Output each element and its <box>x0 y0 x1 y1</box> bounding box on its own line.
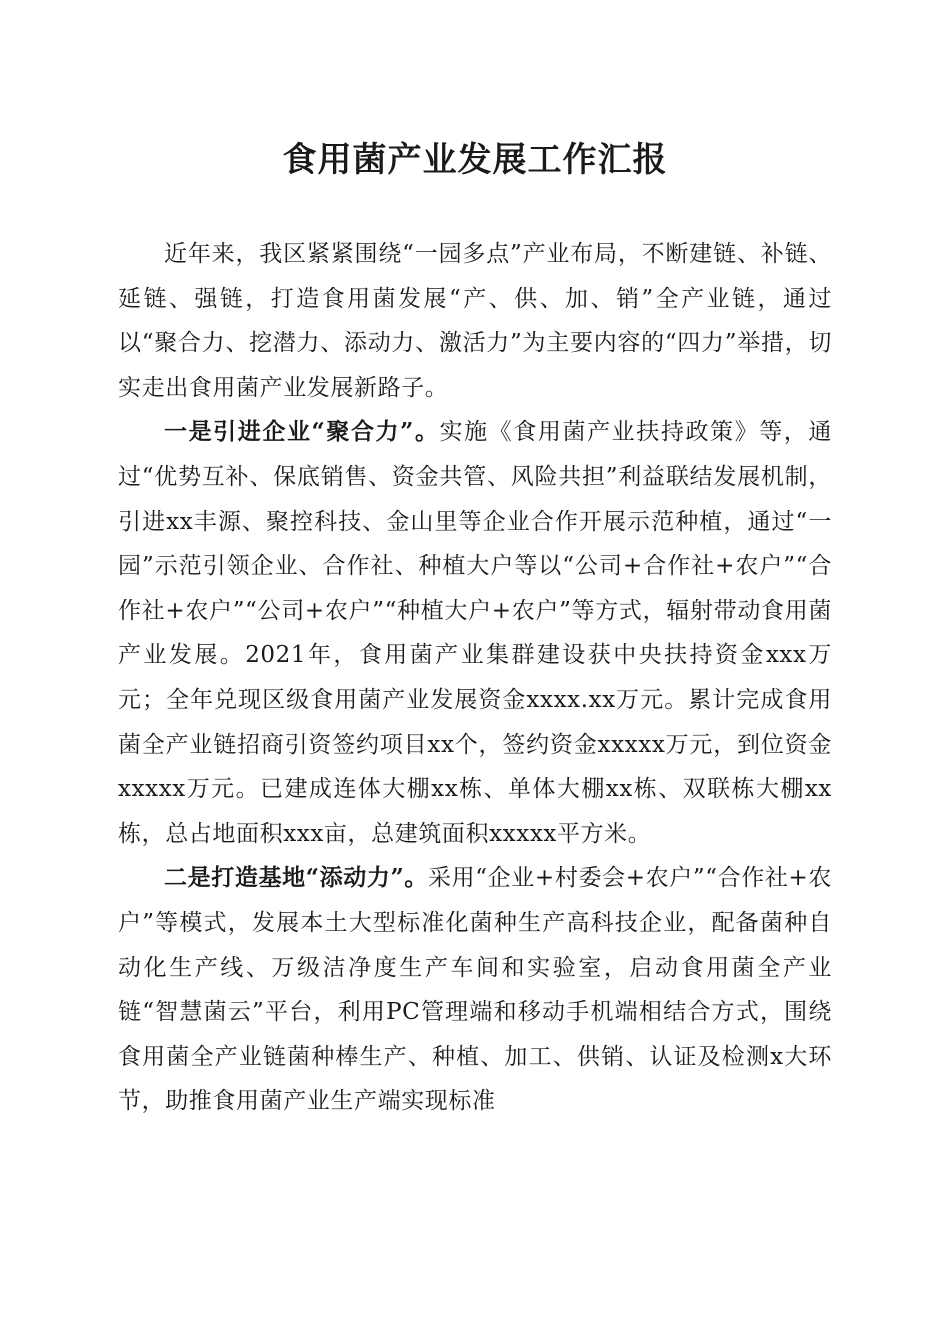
paragraph-attract-enterprises <box>118 410 832 856</box>
paragraph-intro <box>118 232 832 410</box>
paragraph-heading: 一是引进企业“聚合力”。 <box>164 418 440 446</box>
paragraph-text: 近年来，我区紧紧围绕“一园多点”产业布局，不断建链、补链、延链、强链，打造食用菌发展“产、供、加、销”全产业链，通过以“聚合力、挖潜力、添动力、激活力”为主要内容的“四力”举措，切实走出食用菌产业发展新路子。 <box>118 241 832 401</box>
paragraph-text: 采用“企业+村委会+农户”“合作社+农户”等模式，发展本土大型标准化菌种生产高科技企业，配备菌种自动化生产线、万级洁净度生产车间和实验室，启动食用菌全产业链“智慧菌云”平台，利用PC管理端和移动手机端相结合方式，围绕食用菌全产业链菌种棒生产、种植、加工、供销、认证及检测x大环节，助推食用菌产业生产端实现标准 <box>118 865 832 1115</box>
paragraph-text: 实施《食用菌产业扶持政策》等，通过“优势互补、保底销售、资金共管、风险共担”利益联结发展机制，引进xx丰源、聚控科技、金山里等企业合作开展示范种植，通过“一园”示范引领企业、合作社、种植大户等以“公司+合作社+农户”“合作社+农户”“公司+农户”“种植大户+农户”等方式，辐射带动食用菌产业发展。2021年，食用菌产业集群建设获中央扶持资金xxx万元；全年兑现区级食用菌产业发展资金xxxx.xx万元。累计完成食用菌全产业链招商引资签约项目xx个，签约资金xxxxx万元，到位资金xxxxx万元。已建成连体大棚xx栋、单体大棚xx栋、双联栋大棚xx栋，总占地面积xxx亩，总建筑面积xxxxx平方米。 <box>118 419 832 847</box>
paragraph-heading: 二是打造基地“添动力”。 <box>164 864 429 892</box>
document-title: 食用菌产业发展工作汇报 <box>282 140 668 180</box>
document-body <box>118 232 832 1124</box>
paragraph-build-base <box>118 856 832 1124</box>
